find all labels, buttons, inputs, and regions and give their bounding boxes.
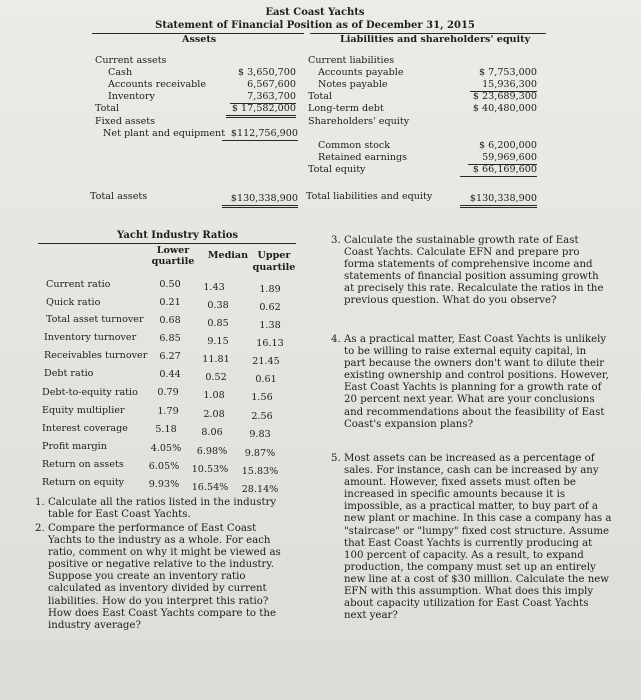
ratio-lower: 6.27 bbox=[159, 351, 181, 362]
ratio-upper: 1.89 bbox=[259, 284, 281, 295]
ratio-upper: 0.62 bbox=[259, 302, 281, 313]
ratio-upper: 9.83 bbox=[249, 429, 271, 440]
ratio-median: 9.15 bbox=[207, 336, 229, 347]
ratio-lower: 0.50 bbox=[159, 279, 181, 290]
ratio-lower: 0.44 bbox=[159, 369, 181, 380]
retained-earnings-label: Retained earnings bbox=[318, 152, 408, 163]
ratio-upper: 1.56 bbox=[251, 392, 273, 403]
question-5-text: Most assets can be increased as a percentage of sales. For instance, cash can be increased by any amount. However, fixed assets must often be increased in specific amounts because it is impossible, as a practical matter, to buy part of a new plant or machine. In this case a company has a "staircase" or "lumpy" fixed cost structure. Assume that East Coast Yachts is currently producing at 100 percent of capacity. As a result, to expand production, the company must set up an entirely new line at a cost of $30 million. Calculate the new EFN with this assumption. What does this imply about capacity utilization for East Coast Yachts next year? bbox=[344, 453, 612, 622]
total-liabilities-equity-label: Total liabilities and equity bbox=[306, 191, 433, 202]
inventory-value: 7,363,700 bbox=[230, 91, 296, 104]
ratio-upper: 9.87% bbox=[244, 448, 276, 459]
company-title: East Coast Yachts bbox=[265, 7, 365, 18]
ratio-name: Quick ratio bbox=[46, 297, 101, 308]
ratio-lower: 0.79 bbox=[157, 387, 179, 398]
current-liabilities-total-label: Total bbox=[308, 91, 333, 102]
ratio-name: Return on equity bbox=[42, 477, 125, 488]
ratio-median: 1.08 bbox=[203, 390, 225, 401]
ratio-lower: 6.05% bbox=[148, 461, 180, 472]
fixed-assets-label: Fixed assets bbox=[95, 116, 156, 127]
retained-earnings-value: 59,969,600 bbox=[468, 152, 537, 165]
ar-label: Accounts receivable bbox=[108, 79, 207, 90]
question-3-number: 3. bbox=[331, 235, 341, 246]
ratio-lower: 4.05% bbox=[150, 443, 182, 454]
question-3 bbox=[331, 235, 606, 308]
ratio-upper: 28.14% bbox=[241, 484, 279, 495]
ratio-lower: 1.79 bbox=[157, 406, 179, 417]
col-median: Median bbox=[207, 250, 249, 261]
ratio-name: Debt ratio bbox=[44, 368, 94, 379]
question-5-number: 5. bbox=[331, 453, 341, 464]
ratio-median: 2.08 bbox=[203, 409, 225, 420]
ratio-lower: 0.21 bbox=[159, 297, 181, 308]
ratio-median: 16.54% bbox=[191, 482, 229, 493]
ltd-label: Long-term debt bbox=[308, 103, 384, 114]
col-lower-line1: Lower bbox=[156, 245, 190, 256]
current-assets-total-label: Total bbox=[95, 103, 120, 114]
current-assets-label: Current assets bbox=[95, 55, 167, 66]
ratio-median: 6.98% bbox=[196, 446, 228, 457]
ratio-lower: 9.93% bbox=[148, 479, 180, 490]
ratio-name: Equity multiplier bbox=[42, 405, 125, 416]
question-1-text: Calculate all the ratios listed in the industry table for East Coast Yachts. bbox=[48, 497, 277, 521]
ratios-title: Yacht Industry Ratios bbox=[117, 230, 239, 241]
col-upper-line2: quartile bbox=[252, 262, 296, 273]
question-3-text: Calculate the sustainable growth rate of East Coast Yachts. Calculate EFN and prepare pro forma statements of comprehensive income and statements of financial position assuming growth at precisely this rate. Recalculate the ratios in the previous question. What do you observe? bbox=[344, 235, 604, 307]
cash-label: Cash bbox=[108, 67, 133, 78]
ap-value: $ 7,753,000 bbox=[479, 67, 537, 78]
ratio-name: Return on assets bbox=[42, 459, 124, 470]
ratio-median: 0.38 bbox=[207, 300, 229, 311]
current-liabilities-label: Current liabilities bbox=[308, 55, 395, 66]
common-stock-value: $ 6,200,000 bbox=[479, 140, 537, 151]
common-stock-label: Common stock bbox=[318, 140, 391, 151]
ratio-upper: 0.61 bbox=[255, 374, 277, 385]
liabilities-header: Liabilities and shareholders' equity bbox=[340, 34, 531, 45]
np-value: 15,936,300 bbox=[470, 79, 537, 92]
question-1-number: 1. bbox=[35, 497, 45, 508]
total-liabilities-equity-value: $130,338,900 bbox=[460, 193, 537, 208]
ratio-upper: 16.13 bbox=[256, 338, 284, 349]
ratio-lower: 5.18 bbox=[155, 424, 177, 435]
question-4 bbox=[331, 334, 610, 431]
col-upper-line1: Upper bbox=[257, 250, 291, 261]
ratio-median: 0.52 bbox=[205, 372, 227, 383]
ppe-value: $112,756,900 bbox=[222, 128, 298, 141]
ratio-name: Interest coverage bbox=[42, 423, 128, 434]
total-equity-value: $ 66,169,600 bbox=[460, 164, 537, 177]
col-lower-line2: quartile bbox=[151, 256, 195, 267]
total-equity-label: Total equity bbox=[308, 164, 366, 175]
ratio-upper: 1.38 bbox=[259, 320, 281, 331]
inventory-label: Inventory bbox=[108, 91, 155, 102]
ratio-name: Profit margin bbox=[42, 441, 107, 452]
question-1 bbox=[35, 497, 286, 521]
ratio-upper: 2.56 bbox=[251, 411, 273, 422]
ratio-lower: 6.85 bbox=[159, 333, 181, 344]
question-5 bbox=[331, 453, 612, 622]
question-4-text: As a practical matter, East Coast Yachts is unlikely to be willing to raise external equity capital, in part because the owners don't want to dilute their existing ownership and control positions. However, East Coast Yachts is planning for a growth rate of 20 percent next year. What are your conclusions and recommendations about the feasibility of East Coast's expansion plans? bbox=[344, 334, 609, 430]
ratio-median: 11.81 bbox=[202, 354, 230, 365]
ratio-median: 1.43 bbox=[203, 282, 225, 293]
ar-value: 6,567,600 bbox=[247, 79, 296, 90]
ratio-name: Debt-to-equity ratio bbox=[42, 387, 138, 398]
total-assets-value: $130,338,900 bbox=[222, 193, 298, 208]
ratio-median: 8.06 bbox=[201, 427, 223, 438]
current-assets-total-value: $ 17,582,000 bbox=[226, 103, 296, 118]
ratio-median: 0.85 bbox=[207, 318, 229, 329]
shareholders-equity-label: Shareholders' equity bbox=[308, 116, 410, 127]
ratios-title-rule bbox=[38, 243, 296, 244]
statement-title: Statement of Financial Position as of December 31, 2015 bbox=[155, 20, 475, 31]
total-assets-label: Total assets bbox=[90, 191, 148, 202]
ratio-name: Receivables turnover bbox=[44, 350, 148, 361]
ratio-name: Inventory turnover bbox=[44, 332, 137, 343]
ratio-name: Current ratio bbox=[46, 279, 111, 290]
question-2 bbox=[35, 523, 284, 632]
current-liabilities-total-value: $ 23,689,300 bbox=[472, 91, 537, 102]
ltd-value: $ 40,480,000 bbox=[472, 103, 537, 114]
question-2-number: 2. bbox=[35, 523, 45, 534]
ap-label: Accounts payable bbox=[318, 67, 404, 78]
np-label: Notes payable bbox=[318, 79, 388, 90]
assets-header: Assets bbox=[182, 34, 217, 45]
ratio-median: 10.53% bbox=[191, 464, 229, 475]
ppe-label: Net plant and equipment bbox=[103, 128, 226, 139]
cash-value: $ 3,650,700 bbox=[238, 67, 296, 78]
ratio-lower: 0.68 bbox=[159, 315, 181, 326]
question-2-text: Compare the performance of East Coast Yachts to the industry as a whole. For each ratio, comment on why it might be viewed as positive or negative relative to the industry. Suppose you create an inventory ratio calculated as inventory divided by current liabilities. How do you interpret this ratio? How does East Coast Yachts compare to the industry average? bbox=[48, 523, 281, 631]
ratio-upper: 15.83% bbox=[241, 466, 279, 477]
ratio-name: Total asset turnover bbox=[46, 314, 144, 325]
ratio-upper: 21.45 bbox=[252, 356, 280, 367]
question-4-number: 4. bbox=[331, 334, 341, 345]
